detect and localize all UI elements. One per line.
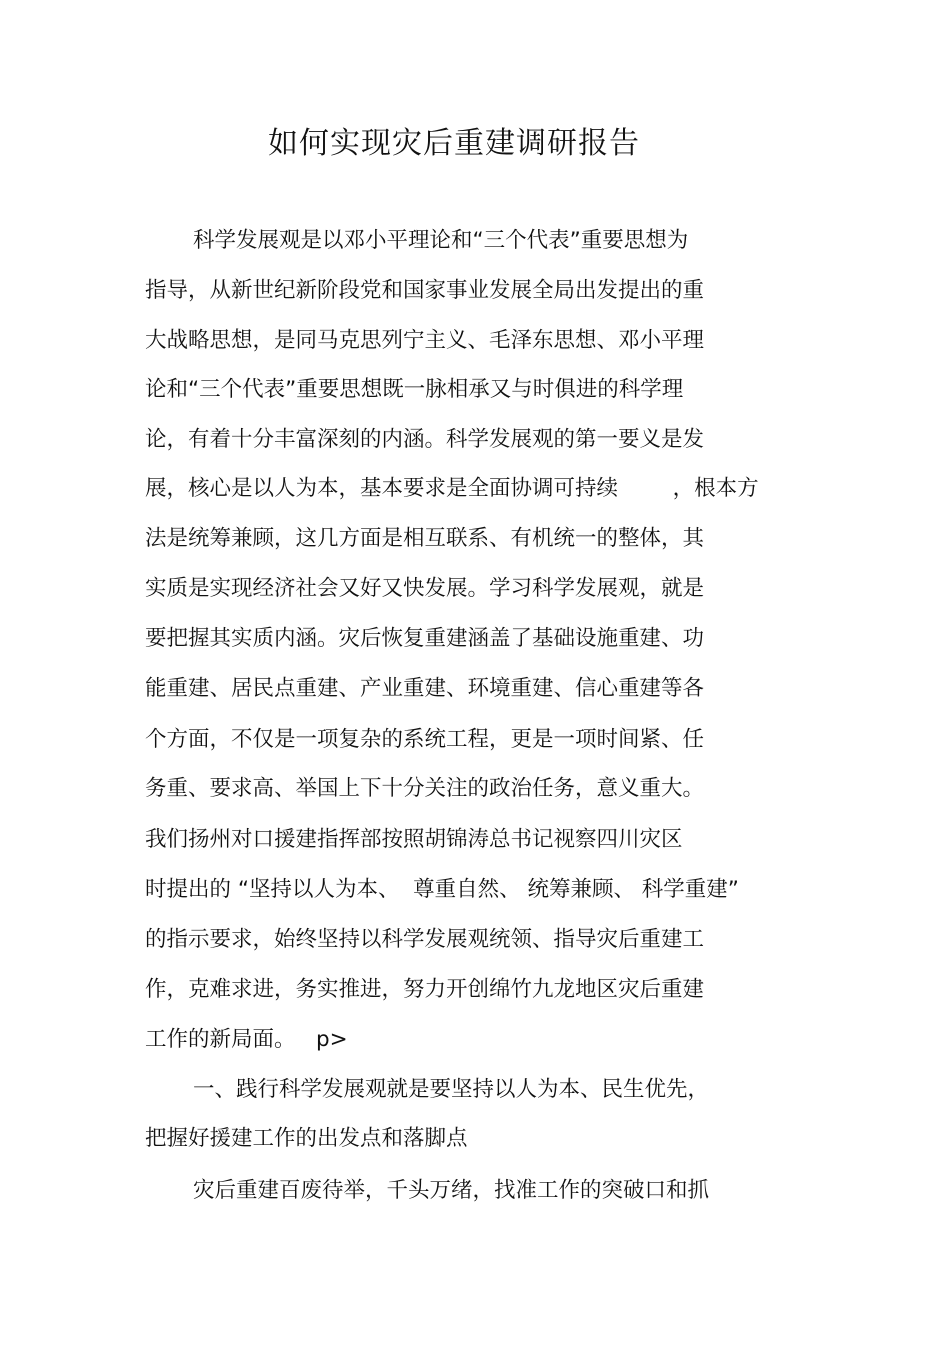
paragraph-line: 展，核心是以人为本，基本要求是全面协调可持续 ，根本方 [145,476,759,501]
paragraph-line: 大战略思想，是同马克思列宁主义、毛泽东思想、邓小平理 [145,328,705,353]
paragraph-line: 论，有着十分丰富深刻的内涵。科学发展观的第一要义是发 [145,427,705,452]
paragraph-line: 灾后重建百废待举，千头万绪，找准工作的突破口和抓 [193,1178,710,1203]
paragraph-line: 论和“三个代表”重要思想既一脉相承又与时俱进的科学理 [145,377,684,402]
paragraph-line: 作，克难求进，务实推进，努力开创绵竹九龙地区灾后重建 [145,977,705,1002]
paragraph-line: 实质是实现经济社会又好又快发展。学习科学发展观，就是 [145,576,705,601]
document-title: 如何实现灾后重建调研报告 [268,126,640,161]
paragraph-line: 科学发展观是以邓小平理论和“三个代表”重要思想为 [193,228,689,253]
section-heading-line: 把握好援建工作的出发点和落脚点 [145,1126,468,1151]
paragraph-line: 工作的新局面。 p> [145,1027,348,1052]
paragraph-line: 时提出的 “坚持以人为本、 尊重自然、 统筹兼顾、 科学重建” [145,877,739,902]
paragraph-line: 我们扬州对口援建指挥部按照胡锦涛总书记视察四川灾区 [145,827,683,852]
paragraph-line: 务重、要求高、举国上下十分关注的政治任务，意义重大。 [145,776,705,801]
paragraph-line: 指导，从新世纪新阶段党和国家事业发展全局出发提出的重 [145,278,705,303]
paragraph-line: 能重建、居民点重建、产业重建、环境重建、信心重建等各 [145,676,705,701]
paragraph-line: 法是统筹兼顾，这几方面是相互联系、有机统一的整体，其 [145,526,705,551]
section-heading-line: 一、践行科学发展观就是要坚持以人为本、民生优先， [193,1077,710,1102]
paragraph-line: 要把握其实质内涵。灾后恢复重建涵盖了基础设施重建、功 [145,626,705,651]
paragraph-line: 的指示要求，始终坚持以科学发展观统领、指导灾后重建工 [145,927,705,952]
paragraph-line: 个方面，不仅是一项复杂的系统工程，更是一项时间紧、任 [145,727,705,752]
